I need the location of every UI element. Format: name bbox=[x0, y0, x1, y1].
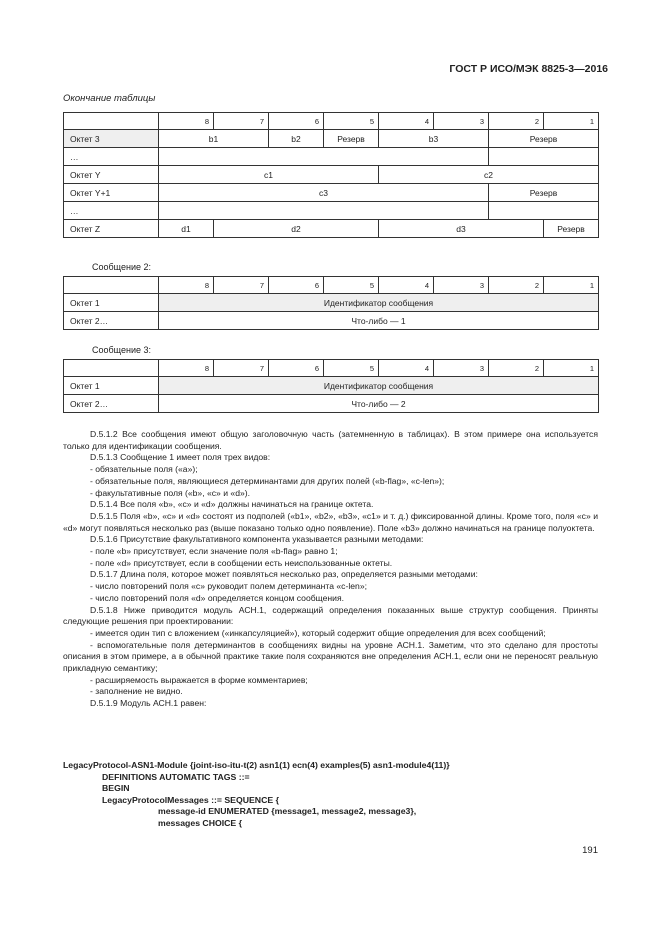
message-id-cell: Идентификатор сообщения bbox=[159, 377, 599, 395]
bit-5: 5 bbox=[324, 113, 379, 130]
bit-7: 7 bbox=[214, 277, 269, 294]
bit-8: 8 bbox=[159, 360, 214, 377]
cell-d2: d2 bbox=[214, 220, 379, 238]
list-item: - вспомогательные поля детерминантов в сообщениях видны на уровне АСН.1. Заметим, что это сделано для простоты описания в этом примере, а в обычной практике такие поля сохраняются вне определения АСН.1, если они не переносят реальную прикладную семантику; bbox=[63, 639, 598, 674]
row-label: Октет 3 bbox=[64, 130, 159, 148]
cell-reserve: Резерв bbox=[324, 130, 379, 148]
bit-header-row bbox=[64, 277, 599, 294]
message-id-cell: Идентификатор сообщения bbox=[159, 294, 599, 312]
paragraph: D.5.1.7 Длина поля, которое может появляться несколько раз, определяется разными методами: bbox=[90, 569, 478, 580]
cell-c2: c2 bbox=[379, 166, 599, 184]
table-row bbox=[64, 395, 599, 413]
row-label: Октет Z bbox=[64, 220, 159, 238]
bit-4: 4 bbox=[379, 360, 434, 377]
row-label: Октет 2… bbox=[64, 395, 159, 413]
bit-1: 1 bbox=[544, 277, 599, 294]
bit-1: 1 bbox=[544, 113, 599, 130]
row-label: Октет Y+1 bbox=[64, 184, 159, 202]
list-item: - факультативные поля («b», «c» и «d»). bbox=[90, 487, 250, 498]
asn1-code bbox=[63, 760, 450, 829]
message3-title: Сообщение 3: bbox=[92, 345, 151, 355]
bit-6: 6 bbox=[269, 360, 324, 377]
code-line: message-id ENUMERATED {message1, message2, message3}, bbox=[158, 806, 417, 816]
bit-header-row bbox=[64, 113, 599, 130]
table-row bbox=[64, 184, 599, 202]
list-item: - имеется один тип с вложением («инкапсуляцией»), который содержит общие определения для всех сообщений; bbox=[90, 627, 546, 638]
row-label: Октет Y bbox=[64, 166, 159, 184]
list-item: - поле «d» присутствует, если в сообщении есть неиспользованные октеты. bbox=[90, 557, 393, 568]
row-label: … bbox=[64, 148, 159, 166]
table-row bbox=[64, 166, 599, 184]
bit-8: 8 bbox=[159, 113, 214, 130]
table-caption: Окончание таблицы bbox=[63, 93, 156, 104]
bit-4: 4 bbox=[379, 113, 434, 130]
list-item: - расширяемость выражается в форме комментариев; bbox=[90, 674, 308, 685]
bit-2: 2 bbox=[489, 277, 544, 294]
bit-6: 6 bbox=[269, 277, 324, 294]
table-row bbox=[64, 148, 599, 166]
bit-8: 8 bbox=[159, 277, 214, 294]
row-label: … bbox=[64, 202, 159, 220]
paragraph: D.5.1.4 Все поля «b», «c» и «d» должны начинаться на границе октета. bbox=[90, 499, 374, 510]
paragraph: D.5.1.5 Поля «b», «c» и «d» состоят из подполей («b1», «b2», «b3», «c1» и т. д.) фиксированной длины. Кроме того, поля «c» и «d» могут появляться несколько раз (выше показано только одно появление). Поле «b3» должно начинаться на границе полуоктета. bbox=[63, 510, 598, 533]
cell-b3: b3 bbox=[379, 130, 489, 148]
code-line: BEGIN bbox=[102, 783, 130, 793]
message3-table bbox=[63, 359, 599, 413]
message1-table bbox=[63, 112, 599, 238]
code-line: LegacyProtocol-ASN1-Module {joint-iso-itu-t(2) asn1(1) ecn(4) examples(5) asn1-module4(11)} bbox=[63, 760, 450, 770]
bit-3: 3 bbox=[434, 277, 489, 294]
payload-cell: Что-либо — 1 bbox=[159, 312, 599, 330]
code-line: LegacyProtocolMessages ::= SEQUENCE { bbox=[102, 794, 279, 805]
row-label: Октет 2… bbox=[64, 312, 159, 330]
table-row bbox=[64, 377, 599, 395]
bit-6: 6 bbox=[269, 113, 324, 130]
bit-4: 4 bbox=[379, 277, 434, 294]
paragraph: D.5.1.9 Модуль АСН.1 равен: bbox=[90, 698, 207, 709]
bit-header-row bbox=[64, 360, 599, 377]
document-header: ГОСТ Р ИСО/МЭК 8825-3—2016 bbox=[449, 63, 608, 75]
bit-7: 7 bbox=[214, 360, 269, 377]
cell-b1: b1 bbox=[159, 130, 269, 148]
table-row bbox=[64, 220, 599, 238]
cell-reserve: Резерв bbox=[489, 130, 599, 148]
cell-c1: c1 bbox=[159, 166, 379, 184]
message2-title: Сообщение 2: bbox=[92, 262, 151, 272]
list-item: - число повторений поля «c» руководит полем детерминанта «c-len»; bbox=[90, 581, 367, 592]
code-line: messages CHOICE { bbox=[158, 817, 243, 828]
paragraph: D.5.1.8 Ниже приводится модуль АСН.1, содержащий определения показанных выше структур сообщения. Приняты следующие решения при проектировании: bbox=[63, 604, 598, 627]
cell-c3: c3 bbox=[159, 184, 489, 202]
bit-1: 1 bbox=[544, 360, 599, 377]
table-row bbox=[64, 202, 599, 220]
row-label: Октет 1 bbox=[64, 294, 159, 312]
payload-cell: Что-либо — 2 bbox=[159, 395, 599, 413]
cell-d3: d3 bbox=[379, 220, 544, 238]
list-item: - поле «b» присутствует, если значение поля «b-flag» равно 1; bbox=[90, 546, 338, 557]
list-item: - заполнение не видно. bbox=[90, 686, 183, 697]
list-item: - число повторений поля «d» определяется концом сообщения. bbox=[90, 592, 344, 603]
table-row bbox=[64, 312, 599, 330]
table-row bbox=[64, 130, 599, 148]
cell-reserve: Резерв bbox=[544, 220, 599, 238]
body-text bbox=[63, 429, 598, 710]
bit-3: 3 bbox=[434, 113, 489, 130]
bit-7: 7 bbox=[214, 113, 269, 130]
page-number: 191 bbox=[582, 845, 598, 856]
message2-table bbox=[63, 276, 599, 330]
paragraph: D.5.1.3 Сообщение 1 имеет поля трех видов: bbox=[90, 452, 271, 463]
bit-2: 2 bbox=[489, 113, 544, 130]
code-line: DEFINITIONS AUTOMATIC TAGS ::= bbox=[102, 771, 250, 782]
row-label: Октет 1 bbox=[64, 377, 159, 395]
cell-b2: b2 bbox=[269, 130, 324, 148]
table-row bbox=[64, 294, 599, 312]
paragraph: D.5.1.6 Присутствие факультативного компонента указывается разными методами: bbox=[90, 534, 424, 545]
list-item: - обязательные поля («a»); bbox=[90, 464, 198, 475]
bit-2: 2 bbox=[489, 360, 544, 377]
paragraph: D.5.1.2 Все сообщения имеют общую заголовочную часть (затемненную в таблицах). В этом примере она используется только для идентификации сообщения. bbox=[63, 429, 598, 451]
bit-3: 3 bbox=[434, 360, 489, 377]
bit-5: 5 bbox=[324, 277, 379, 294]
bit-5: 5 bbox=[324, 360, 379, 377]
list-item: - обязательные поля, являющиеся детерминантами для других полей («b-flag», «c-len»); bbox=[90, 475, 445, 486]
cell-d1: d1 bbox=[159, 220, 214, 238]
cell-reserve: Резерв bbox=[489, 184, 599, 202]
